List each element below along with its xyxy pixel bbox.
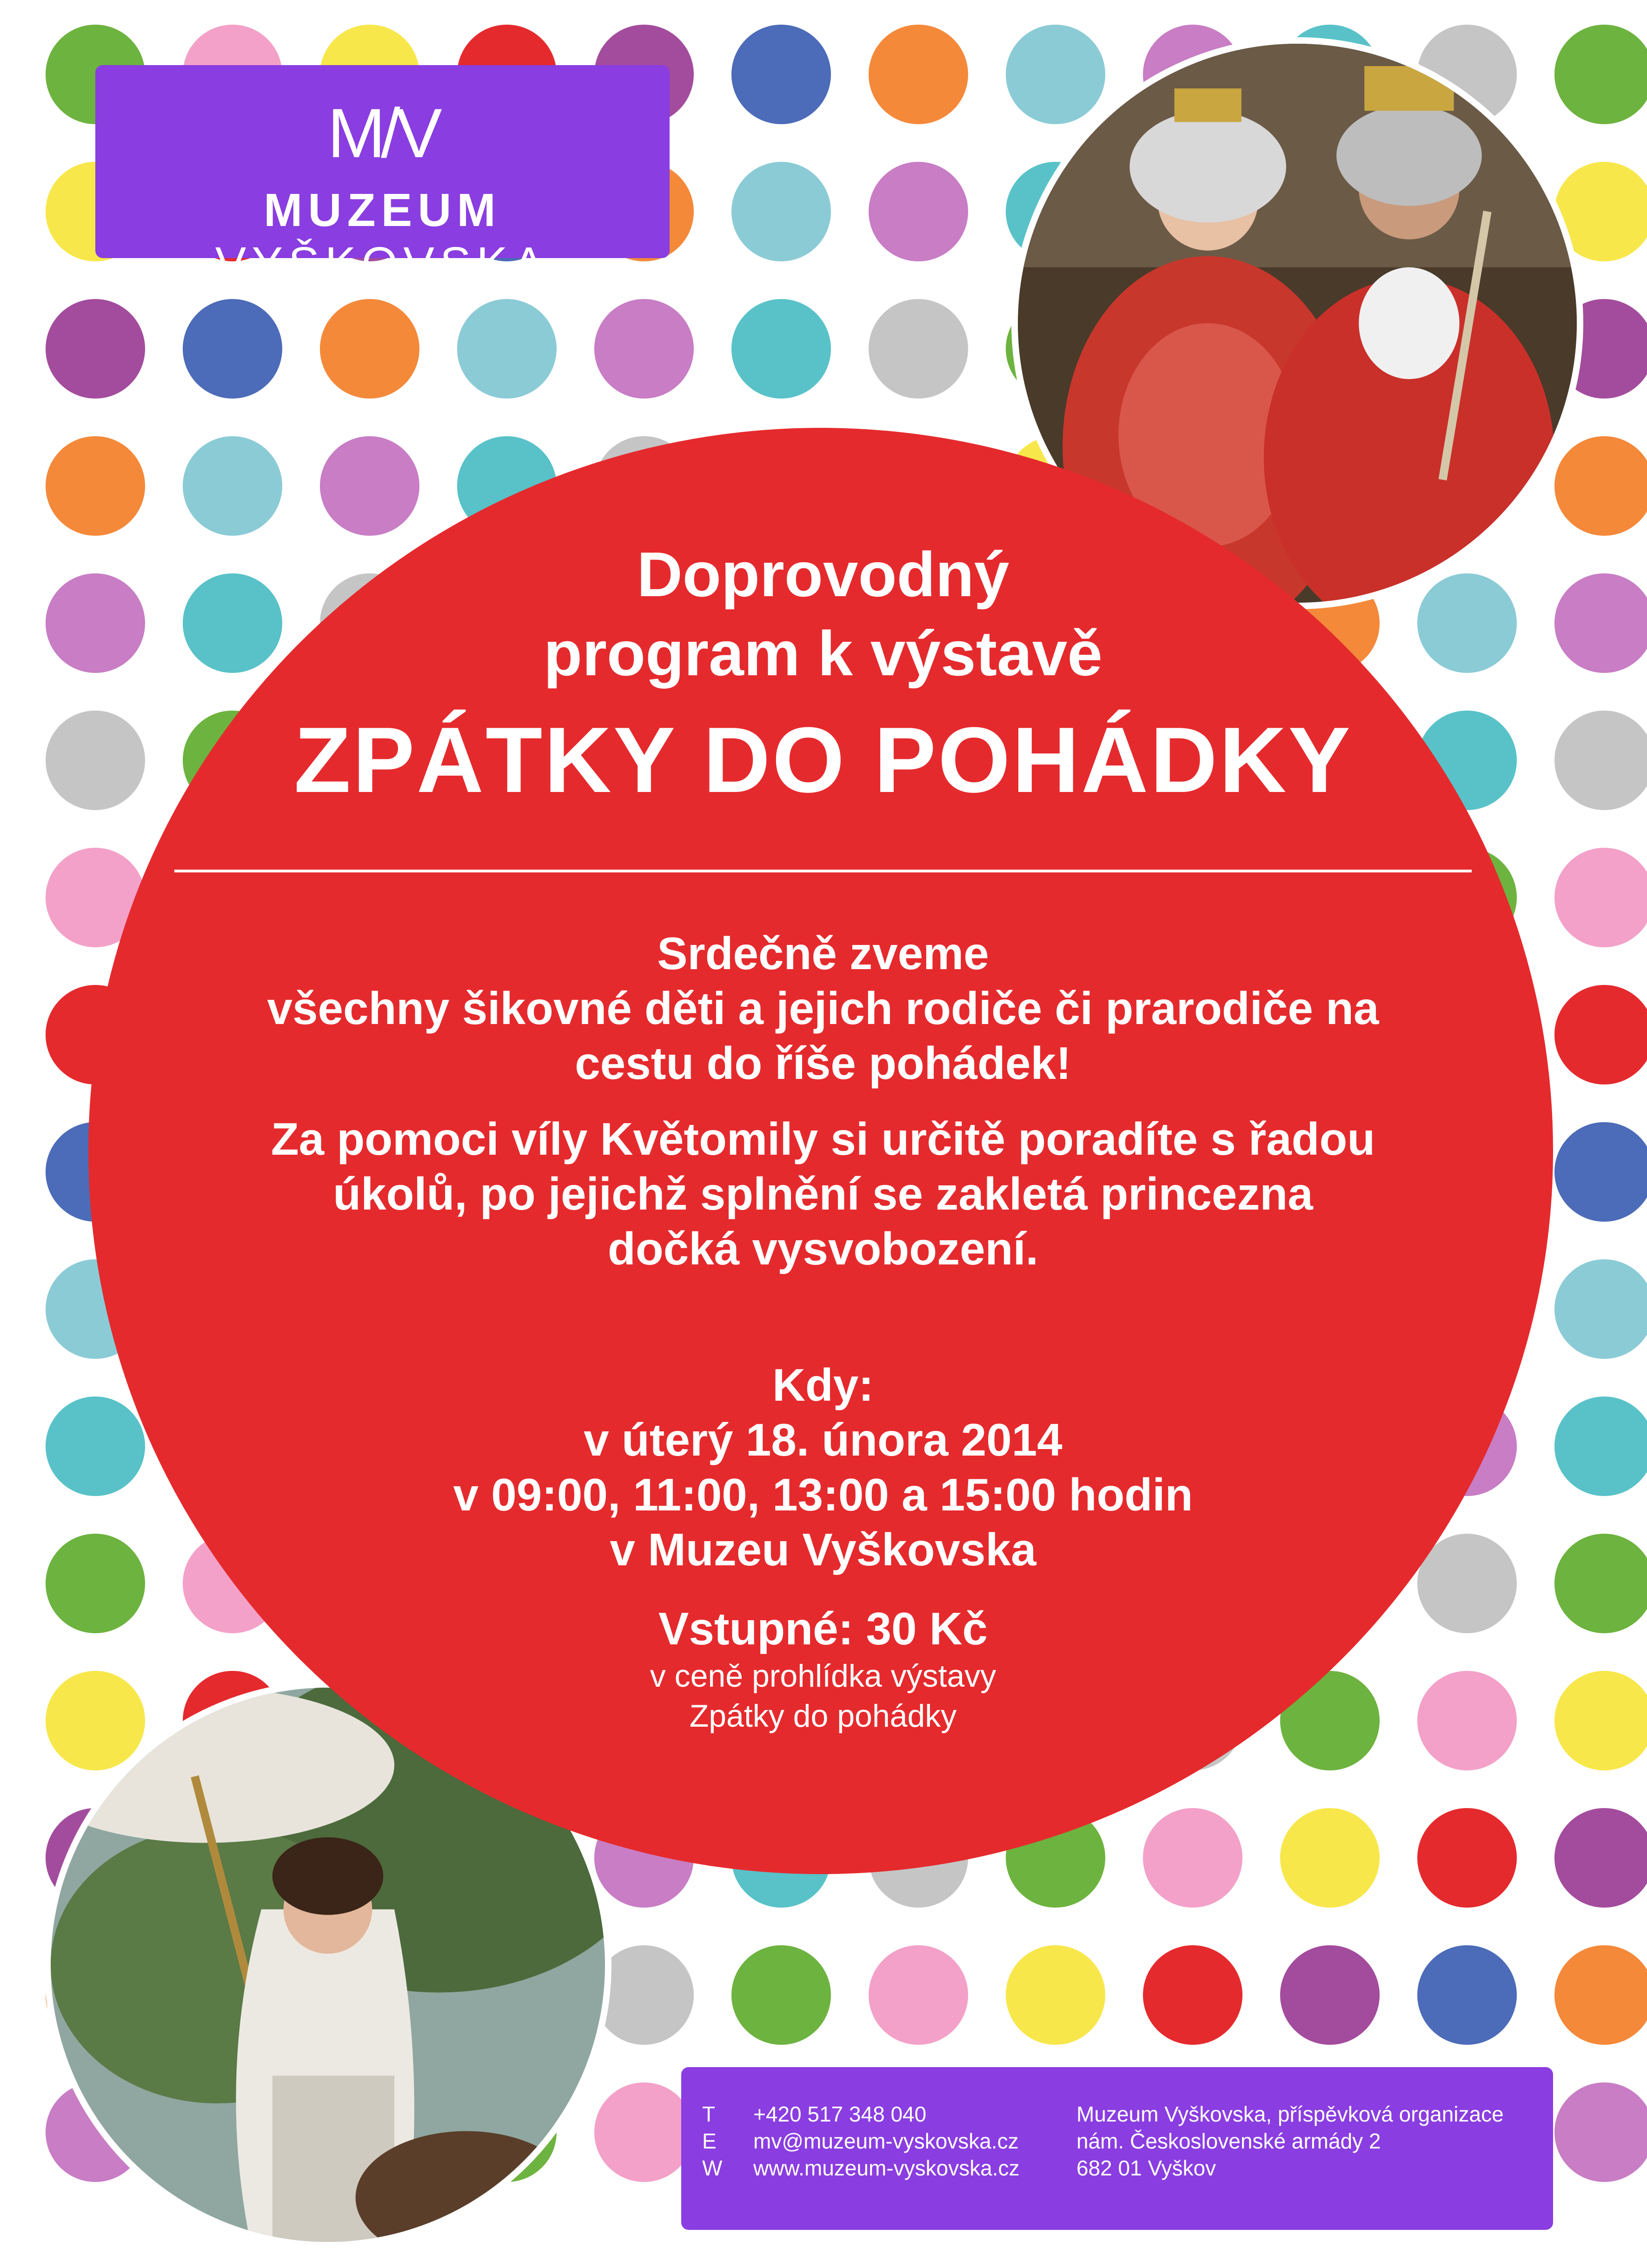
contact-values (753, 2101, 1020, 2182)
polka-dot (320, 299, 419, 399)
polka-dot (46, 711, 145, 810)
email-link[interactable]: mv@muzeum-vyskovska.cz (753, 2129, 1019, 2153)
polka-dot (183, 299, 282, 399)
logo-mark: M/V (327, 94, 438, 172)
polka-dot (1143, 1945, 1242, 2045)
logo-name (95, 184, 670, 291)
polka-dot (1554, 1259, 1647, 1359)
invite-line-3: cestu do říše pohádek! (575, 1038, 1071, 1089)
admission-price: Vstupné: 30 Kč (658, 1603, 988, 1654)
polka-dot (1554, 1534, 1647, 1633)
email-label: E (702, 2129, 717, 2153)
price-note-2: Zpátky do pohádky (689, 1698, 957, 1734)
polka-dot (46, 436, 145, 536)
invite-line-2: všechny šikovné děti a jejich rodiče či prarodiče na (267, 983, 1379, 1034)
postal-address (1076, 2101, 1504, 2182)
poster-content (158, 535, 1488, 1736)
polka-dot (46, 1397, 145, 1496)
event-date: v úterý 18. února 2014 (584, 1414, 1063, 1465)
web-label: W (702, 2156, 723, 2180)
polka-dot (869, 1945, 968, 2045)
phone-number: +420 517 348 040 (753, 2102, 927, 2126)
polka-dot (594, 2082, 694, 2182)
polka-dot (1143, 1808, 1242, 1908)
heading-line-1: Doprovodný (637, 539, 1009, 610)
polka-dot (1417, 1945, 1517, 2045)
polka-dot (1006, 1945, 1105, 2045)
price-note-1: v ceně prohlídka výstavy (650, 1658, 996, 1694)
polka-dot (869, 299, 968, 399)
logo-name-light: VYŠKOVSKA (215, 238, 550, 290)
polka-dot (1554, 25, 1647, 124)
contact-labels (702, 2101, 722, 2182)
polka-dot (1554, 2082, 1647, 2182)
polka-dot (1554, 848, 1647, 947)
polka-dot (1280, 1945, 1380, 2045)
story-paragraph (158, 1111, 1488, 1276)
polka-dot (1554, 1808, 1647, 1908)
logo-name-bold: MUZEUM (264, 184, 501, 236)
city-address: 682 01 Vyškov (1076, 2156, 1216, 2180)
exhibition-title: ZPÁTKY DO POHÁDKY (294, 708, 1352, 812)
polka-dot (46, 573, 145, 673)
website-link[interactable]: www.muzeum-vyskovska.cz (753, 2156, 1020, 2180)
polka-dot (46, 1534, 145, 1633)
phone-label: T (702, 2102, 716, 2126)
polka-dot (731, 162, 831, 261)
polka-dot (731, 1945, 831, 2045)
contact-footer (681, 2067, 1553, 2230)
polka-dot (869, 162, 968, 261)
polka-dot (1006, 25, 1105, 124)
heading-line-2: program k výstavě (544, 618, 1102, 689)
event-times: v 09:00, 11:00, 13:00 a 15:00 hodin (453, 1469, 1193, 1520)
invite-line-1: Srdečně zveme (657, 928, 989, 979)
event-place: v Muzeu Vyškovska (610, 1524, 1036, 1575)
when-label: Kdy: (772, 1359, 874, 1410)
polka-dot (1554, 985, 1647, 1084)
museum-logo (95, 65, 670, 290)
polka-dot (869, 25, 968, 124)
polka-dot (731, 25, 831, 124)
polka-dot (1280, 1808, 1380, 1908)
polka-dot (1554, 1122, 1647, 1222)
street-address: nám. Československé armády 2 (1076, 2129, 1381, 2153)
polka-dot (46, 299, 145, 399)
polka-dot (1554, 1397, 1647, 1496)
polka-dot (1554, 1671, 1647, 1770)
polka-dot (1554, 573, 1647, 673)
polka-dot (1417, 1808, 1517, 1908)
polka-dot (320, 436, 419, 536)
divider (174, 870, 1472, 872)
event-time-block (158, 1357, 1488, 1577)
polka-dot (1554, 711, 1647, 810)
polka-dot (46, 1671, 145, 1770)
polka-dot (1554, 1945, 1647, 2045)
polka-dot (594, 299, 694, 399)
story-line-2: úkolů, po jejichž splnění se zakletá princezna (333, 1168, 1313, 1219)
invitation-paragraph (158, 926, 1488, 1091)
polka-dot (183, 436, 282, 536)
story-line-1: Za pomoci víly Květomily si určitě poradíte s řadou (271, 1113, 1375, 1164)
polka-dot (1554, 436, 1647, 536)
story-line-3: dočká vysvobození. (608, 1223, 1038, 1274)
polka-dot (731, 299, 831, 399)
polka-dot (457, 299, 557, 399)
organization-name: Muzeum Vyškovska, příspěvková organizace (1076, 2102, 1504, 2126)
